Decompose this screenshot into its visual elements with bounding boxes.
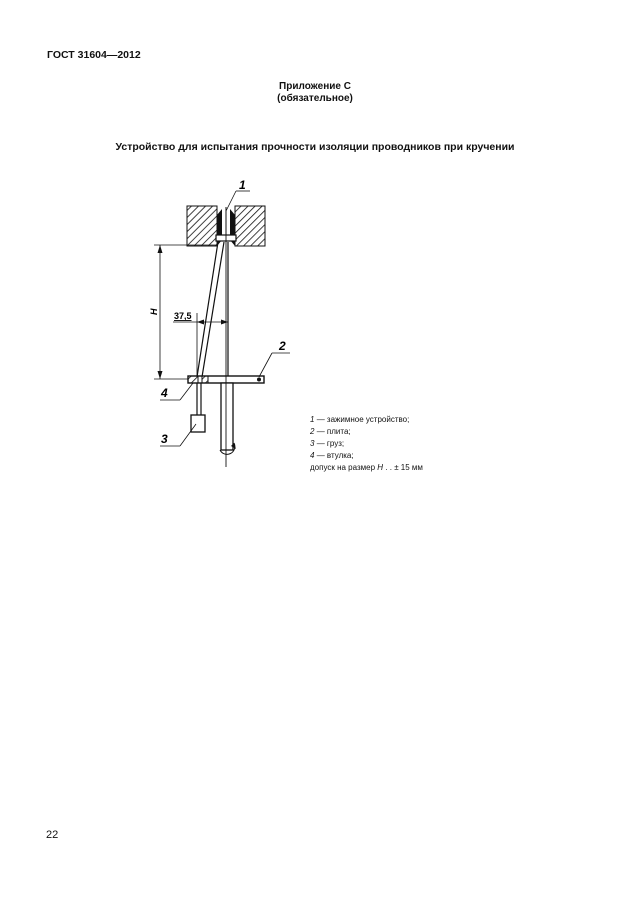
- weight: [191, 383, 205, 432]
- callout-1: 1: [239, 178, 246, 192]
- annex-status: (обязательное): [277, 93, 353, 104]
- callout-2: 2: [279, 339, 286, 353]
- standard-number: ГОСТ 31604—2012: [47, 49, 141, 61]
- dimension-h-label: H: [149, 308, 159, 315]
- annex-title: Приложение С: [279, 81, 351, 92]
- dimension-offset-label: 37,5: [174, 311, 192, 321]
- page-number: 22: [46, 829, 59, 841]
- legend-item: 4 — втулка;: [310, 451, 354, 460]
- legend-tolerance: допуск на размер H . . ± 15 мм: [310, 463, 423, 472]
- legend-item: 3 — груз;: [310, 439, 345, 448]
- legend-item: 2 — плита;: [310, 427, 351, 436]
- figure-legend: [310, 414, 423, 474]
- torsion-test-device-drawing: [140, 165, 310, 475]
- callout-3: 3: [161, 432, 168, 446]
- figure-title: Устройство для испытания прочности изоляции проводников при кручении: [115, 141, 515, 153]
- callout-4: 4: [161, 386, 168, 400]
- legend-item: 1 — зажимное устройство;: [310, 415, 410, 424]
- dimension-offset: [173, 311, 228, 377]
- conductor: [197, 242, 228, 377]
